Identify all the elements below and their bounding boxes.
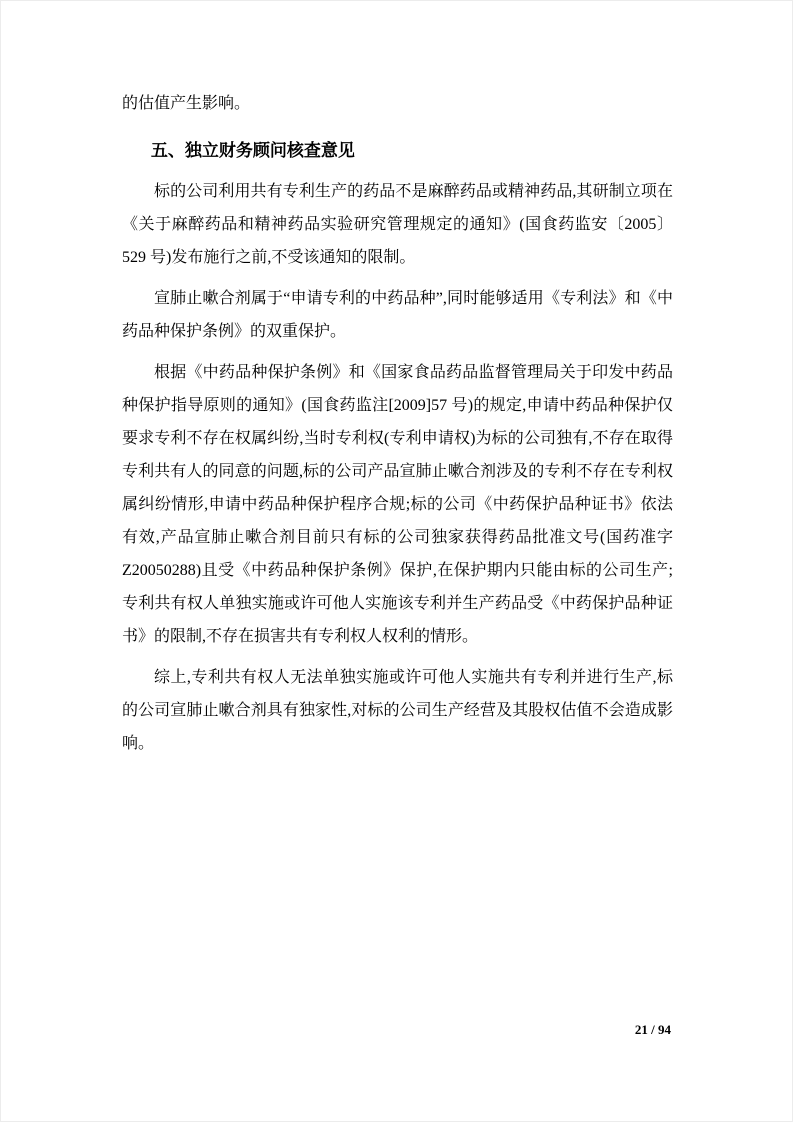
paragraph-2: 宣肺止嗽合剂属于“申请专利的中药品种”,同时能够适用《专利法》和《中药品种保护条例》的双重保护。: [122, 290, 673, 340]
paragraph-1: 标的公司利用共有专利生产的药品不是麻醉药品或精神药品,其研制立项在《关于麻醉药品和精神药品实验研究管理规定的通知》(国食药监安〔2005〕529 号)发布施行之前,不受该通知的限制。: [122, 183, 673, 266]
page-number: 21 / 94: [634, 1022, 671, 1037]
continuation-paragraph: 的估值产生影响。: [122, 95, 251, 112]
document-body: [122, 87, 673, 760]
paragraph-3: 根据《中药品种保护条例》和《国家食品药品监督管理局关于印发中药品种保护指导原则的通知》(国食药监注[2009]57 号)的规定,申请中药品种保护仅要求专利不存在权属纠纷,当时专利权(专利申请权)为标的公司独有,不存在取得专利共有人的同意的问题,标的公司产品宣肺止嗽合剂涉及的专利不存在专利权属纠纷情形,申请中药品种保护程序合规;标的公司《中药保护品种证书》依法有效,产品宣肺止嗽合剂目前只有标的公司独家获得药品批准文号(国药准字 Z20050288)且受《中药品种保护条例》保护,在保护期内只能由标的公司生产;专利共有权人单独实施或许可他人实施该专利并生产药品受《中药保护品种证书》的限制,不存在损害共有专利权人权利的情形。: [122, 364, 673, 645]
paragraph-4: 综上,专利共有权人无法单独实施或许可他人实施共有专利并进行生产,标的公司宣肺止嗽合剂具有独家性,对标的公司生产经营及其股权估值不会造成影响。: [122, 669, 673, 752]
section-heading: 五、独立财务顾问核查意见: [150, 141, 355, 160]
